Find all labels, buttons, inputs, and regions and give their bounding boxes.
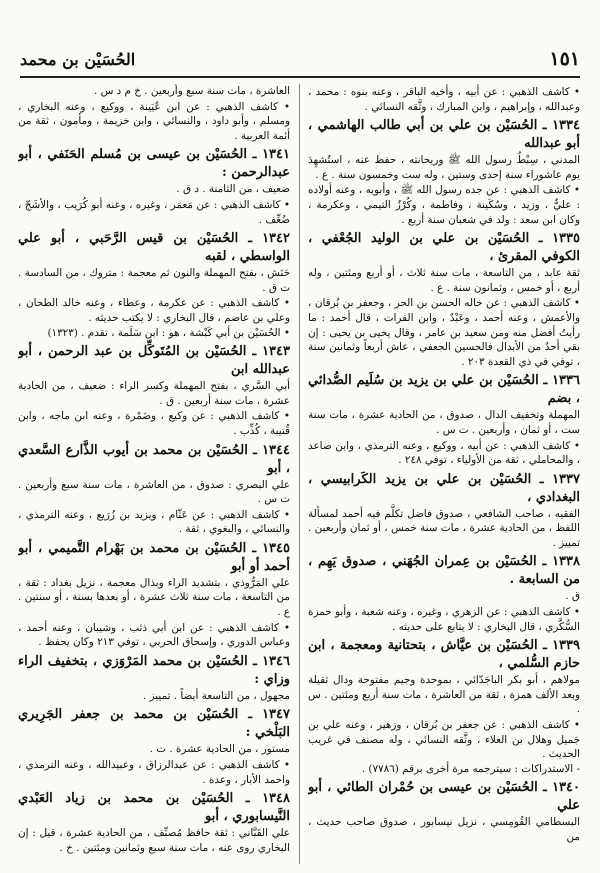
entry-text: علي القَبَّاني : ثقة حافظ مُصنِّف ، من الحادية عشرة ، قيل : إن البخاري روى عنه ، مات سنة سبع وثمانين ومئتين . خ . [18, 827, 290, 854]
entry-text: العاشرة ، مات سنة سبع وأربعين . خ م د س . [93, 85, 290, 97]
biography-entry [18, 706, 290, 787]
entry-heading: ١٣٤٠ ـ الحُسَيْن بن عيسى بن حُمْران الطائي ، أبو علي [308, 780, 580, 814]
biography-entry [308, 230, 580, 369]
entry-text: الفقيه ، صاحب الشافعي ، صدوق فاضل تكلَّم فيه أحمد لمسألة اللفظ ، من الحادية عشرة ، مات سنة خمس ، أو ثمان وأربعين . تمييز . [308, 507, 580, 549]
entry-text: مولاهم ، أبو بكر الباجَدّائي ، بموحدة وجيم مفتوحة ودال ثقيلة وبعد الألف همزة ، ثقة من العاشرة ، مات سنة أربع ومئتين . س . [308, 674, 580, 716]
entry-heading: ١٣٤٨ ـ الحُسَيْن بن محمد بن زياد العَبْدي النَّيسابوري ، أبو [18, 791, 290, 825]
biography-entry [308, 553, 580, 634]
entry-heading: ١٣٤٣ ـ الحُسَيْن بن المُتَوكِّل بن عبد الرحمن ، أبو عبدالله ابن [18, 344, 290, 378]
kashif-note: • كاشف الذهبي : عن جده رسول الله ﷺ ، وأبويه ، وعنه أولاده : عليٌّ ، وزيد ، وسُكَينة ، وفاطمة ، وكُرْزٌ التيمي ، وعكرمة ، وكان ابن سعد : ولد في شعبان سنة أربع . [308, 184, 580, 226]
kashif-note: • كاشف الذهبي : عن عبدالرزاق ، وعبيدالله ، وعنه الترمذي ، واحمد الأبار ، وعدة . [18, 759, 290, 786]
entry-heading: ١٣٣٥ ـ الحُسَيْن بن علي بن الوليد الجُعْفي ، الكوفي المقرئ ، [308, 231, 580, 265]
biography-entry [18, 146, 290, 227]
entry-heading: ١٣٤٤ ـ الحُسَيْن بن محمد بن أيوب الذَّارع السَّعدي ، أبو [18, 442, 290, 476]
kashif-note: • كاشف الذهبي : عن جعفر بن بُرقان ، وزهير ، وعنه علي بن جَميل وهلال بن العلاء ، وثَّقه النسائي ، وله مصنف في غريب الحديث . - الاستدراكات : سيترجمه مرة أخرى برقم (٧٧٨٦) . [308, 719, 580, 775]
column-divider [299, 84, 300, 864]
entry-text: البسطامي القُومِسي ، نزيل نيسابور ، صدوق صاحب حديث ، من [308, 816, 580, 843]
biography-entry [18, 540, 290, 650]
entry-text: مستور ، من الحادية عشرة . ت . [149, 743, 290, 756]
kashif-note: • كاشف الذهبي : عن الزهري ، وغيره ، وعنه شعبة ، وأبو حمزة السُّكَّري ، قال البخاري : لا يتابع على حديثه . [308, 606, 580, 633]
entry-text: علي المَرُّوذي ، بتشديد الراء وبذال معجمة ، نزيل بغداد : ثقة ، من التاسعة ، مات سنة ثلاث عشرة ، أو بعدها بسنة ، أو سنتين . ع . [18, 576, 290, 619]
biography-entry [18, 442, 290, 537]
entry-heading: ١٣٣٧ ـ الحُسَيْن بن علي بن يزيد الكَرابيسي ، البغدادي ، [308, 471, 580, 505]
running-title: الحُسَيْن بن محمد [20, 50, 136, 69]
kashif-note: • كاشف الذهبي : عن عكرمة ، وعطاء ، وعنه خالد الطحان ، وعلي بن عاصم ، قال البخاري : لا يكتب حديثه . • الحُسَيْن بن أبي كَبْشة ، هو : ابن سَلَمة ، تقدم . (١٣٢٣) [18, 297, 290, 339]
entry-heading: ١٣٣٨ ـ الحُسَيْن بن عِمران الجُهَني ، صدوق يَهِم ، من السابعة . [308, 554, 580, 588]
left-column [18, 84, 290, 866]
entry-heading: ١٣٤٧ ـ الحُسَيْن بن محمد بن جعفر الجَرِيري البَلْخي : [18, 707, 290, 741]
kashif-note: • كاشف الذهبي : عن أبيه ، وأخيه الباقر ، وعنه بنوه : محمد ، وعبدالله ، وإبراهيم ، وابن المبارك ، وثَّقه النسائي . [308, 86, 580, 113]
kashif-note: • كاشف الذهبي : عن ابن عُيَينة ، ووكيع ، وعنه البخاري ، ومسلم ، وأبو داود ، والنسائي ، وابن خزيمة ، ومأمون ، ثقة من أئمة العربية . [18, 100, 290, 142]
entry-heading: ١٣٤٥ ـ الحُسَيْن بن محمد بن بَهْرام التَّميمي ، أبو أحمد أو أبو [18, 540, 290, 574]
biography-entry [308, 117, 580, 227]
entry-text: ثقة عابد ، من التاسعة ، مات سنة ثلاث ، أو أربع ومئتين ، وله أربع ، أو خمس ، وثمانون سنة . ع . [308, 267, 580, 294]
biography-entry [308, 372, 580, 467]
entry-heading: ١٣٤٢ ـ الحُسَيْن بن قيس الرَّحَبي ، أبو علي الواسطي ، لقبه [18, 231, 290, 265]
entry-text: المهملة وتخفيف الدال ، صدوق ، من الحادية عشرة ، مات سنة ست ، أو ثمان ، وأربعين . ت س . [308, 409, 580, 436]
entry-text: ق . [565, 590, 580, 603]
biography-entry [18, 790, 290, 855]
biography-entry [18, 84, 290, 143]
biography-entry [308, 779, 580, 844]
entry-heading: ١٣٣٤ ـ الحُسَيْن بن علي بن أبي طالب الهاشمي ، أبو عبدالله [308, 118, 580, 152]
biography-entry [308, 85, 580, 114]
kashif-note: • كاشف الذهبي : عن مَعمَر ، وغيره ، وعنه أبو كُرَيب ، والأشَجّ ، ضُعِّف . [18, 198, 290, 226]
entry-text: حَنَش ، بفتح المهملة والنون ثم معجمة : متروك ، من السادسة . ت ق . [18, 267, 290, 294]
kashif-note: • كاشف الذهبي : عن وكيع ، وضَمْرة ، وعنه ابن ماجه ، وابن قُتيبة ، كُذِّب . [18, 410, 290, 437]
kashif-note: • كاشف الذهبي : عن خاله الحسن بن الحر ، وجعفر بن بُرقان ، والأعمش ، وعنه أحمد ، وعَبْدٌ ، وابن الفرات ، قال أحمد : ما رأيتُ أفضل منه ومن سعيد بن عامر ، وقال يحيى بن يحيى : إن بقي أحدٌ من الأبدال فالحسين الجعفي ، عاش أربعاً وثمانين سنة ، توفي في ذي القعدة ٢٠٣ . [308, 297, 580, 368]
biography-entry [308, 471, 580, 551]
entry-heading: ١٣٣٦ ـ الحُسَيْن بن علي بن يزيد بن سُلَيم الصُّدائي ، بضم [308, 373, 580, 407]
entry-text: ضعيف ، من الثامنة . د ق . [176, 183, 290, 196]
entry-text: المدني ، سِبْطُ رسول الله ﷺ وريحانته ، حفظ عنه ، استُشهِدَ يوم عاشوراء سنة إحدى وستين ، وله ست وخمسون سنة . ع . [308, 154, 580, 181]
biography-entry [18, 343, 290, 438]
biography-entry [18, 230, 290, 340]
biography-entry [308, 637, 580, 776]
page-header [20, 46, 580, 78]
entry-text: علي البصري : صدوق ، من العاشرة ، مات سنة سبع وأربعين . ت س . [18, 478, 290, 506]
right-column [308, 84, 580, 866]
page-number: ١٥١ [549, 48, 580, 70]
entry-heading: ١٣٣٩ ـ الحُسَيْن بن عيَّاش ، بتحتانية ومعجمة ، ابن حازم السُّلمي ، [308, 638, 580, 672]
entry-heading: ١٣٤١ ـ الحُسَيْن بن عيسى بن مُسلم الحَنَفي ، أبو عبدالرحمن : [18, 147, 290, 181]
kashif-note: • كاشف الذهبي : عن ابن أبي ذئب ، وشيبان ، وعنه أحمد ، وعباس الدوري ، وإسحاق الحربي ، توفي ٢١٣ وكان يحفظ . [18, 621, 290, 649]
kashif-note: • كاشف الذهبي : عن أبيه ، ووكيع ، وعنه الترمذي ، وابن صاعد ، والمحاملي ، ثقة من الأولياء ، توفي ٢٤٨ . [308, 439, 580, 467]
entry-text: مجهول ، من التاسعة أيضاً . تمييز . [142, 689, 290, 702]
entry-heading: ١٣٤٦ ـ الحُسَيْن بن محمد المَرْوَزي ، بتخفيف الراء وزاي : [18, 653, 290, 687]
kashif-note: • كاشف الذهبي : عن عَثّام ، ويزيد بن زُرَيع ، وعنه الترمذي ، والنسائي ، والبغوي ، ثقة . [18, 508, 290, 536]
biography-entry [18, 653, 290, 704]
entry-text: أبي السَّري ، بفتح المهملة وكسر الراء : ضعيف ، من الحادية عشرة ، مات سنة أربعين . ق . [18, 380, 290, 407]
